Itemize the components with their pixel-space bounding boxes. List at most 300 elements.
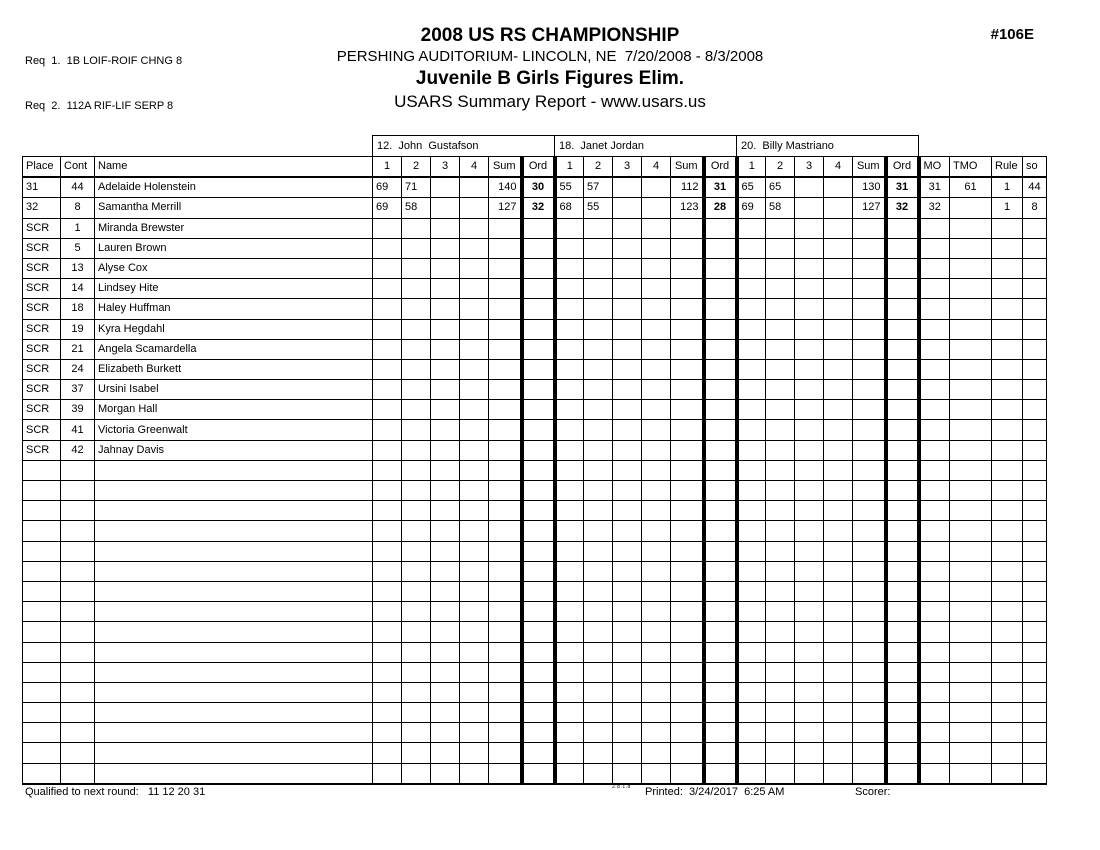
cell-sum (489, 581, 522, 601)
cell-sum (489, 723, 522, 743)
cell-score (460, 561, 489, 581)
cell-score (373, 723, 402, 743)
cell-score (555, 319, 584, 339)
cell-score (431, 319, 460, 339)
cell-score (584, 420, 613, 440)
cell-sum (853, 218, 886, 238)
cell-score (824, 682, 853, 702)
cell-name: Miranda Brewster (95, 218, 373, 238)
cell-score (642, 198, 671, 218)
header-score: 4 (460, 157, 489, 178)
cell-score (824, 258, 853, 278)
header-ord: Ord (886, 157, 919, 178)
cell-score (613, 400, 642, 420)
cell-ord (522, 622, 555, 642)
cell-cont (61, 723, 95, 743)
cell-score (584, 763, 613, 784)
cell-place: 32 (23, 198, 61, 218)
cell-tmo (950, 723, 992, 743)
cell-so (1023, 238, 1047, 258)
cell-score (766, 400, 795, 420)
cell-score (795, 581, 824, 601)
cell-mo (919, 662, 950, 682)
cell-score (642, 703, 671, 723)
cell-score (584, 703, 613, 723)
cell-score (431, 460, 460, 480)
cell-place: SCR (23, 299, 61, 319)
cell-score: 57 (584, 177, 613, 198)
cell-cont (61, 561, 95, 581)
cell-score (555, 279, 584, 299)
cell-score (766, 662, 795, 682)
cell-name (95, 703, 373, 723)
cell-score (737, 622, 766, 642)
cell-score (766, 682, 795, 702)
cell-score (584, 359, 613, 379)
cell-sum (853, 622, 886, 642)
cell-place: SCR (23, 359, 61, 379)
cell-score (737, 561, 766, 581)
cell-place (23, 561, 61, 581)
cell-score (642, 359, 671, 379)
cell-rule (992, 763, 1023, 784)
cell-score: 65 (766, 177, 795, 198)
cell-score (737, 481, 766, 501)
cell-ord (522, 380, 555, 400)
cell-score (766, 703, 795, 723)
cell-tmo (950, 642, 992, 662)
cell-score (402, 581, 431, 601)
cell-ord (886, 481, 919, 501)
cell-tmo (950, 481, 992, 501)
cell-sum (671, 561, 704, 581)
table-row (23, 339, 1047, 359)
cell-score (766, 561, 795, 581)
cell-rule (992, 299, 1023, 319)
cell-place: SCR (23, 420, 61, 440)
cell-score (737, 299, 766, 319)
cell-tmo (950, 198, 992, 218)
cell-sum (853, 481, 886, 501)
empty-row (23, 460, 1047, 480)
cell-score (766, 541, 795, 561)
cell-ord: 32 (522, 198, 555, 218)
cell-score (431, 218, 460, 238)
cell-sum (671, 218, 704, 238)
cell-score (555, 460, 584, 480)
cell-ord (522, 339, 555, 359)
cell-ord (704, 682, 737, 702)
cell-score (824, 602, 853, 622)
cell-sum (489, 380, 522, 400)
cell-score (460, 723, 489, 743)
cell-cont: 13 (61, 258, 95, 278)
cell-score (824, 501, 853, 521)
cell-sum (853, 703, 886, 723)
cell-cont (61, 743, 95, 763)
cell-ord (522, 359, 555, 379)
cell-score (737, 319, 766, 339)
cell-mo (919, 622, 950, 642)
cell-score (373, 682, 402, 702)
cell-cont: 42 (61, 440, 95, 460)
cell-sum (489, 238, 522, 258)
cell-score (824, 561, 853, 581)
cell-score (460, 682, 489, 702)
cell-sum (489, 218, 522, 238)
cell-score (460, 743, 489, 763)
cell-ord (886, 400, 919, 420)
cell-score (613, 521, 642, 541)
cell-score (555, 339, 584, 359)
cell-score (584, 602, 613, 622)
cell-score (373, 521, 402, 541)
cell-score (642, 380, 671, 400)
cell-score (460, 501, 489, 521)
cell-mo (919, 380, 950, 400)
empty-row (23, 743, 1047, 763)
cell-score (795, 682, 824, 702)
cell-score (431, 440, 460, 460)
header-score: 4 (824, 157, 853, 178)
cell-cont: 24 (61, 359, 95, 379)
cell-so (1023, 440, 1047, 460)
cell-score (795, 198, 824, 218)
cell-sum (489, 481, 522, 501)
cell-score (460, 218, 489, 238)
cell-so (1023, 359, 1047, 379)
req-line-2: Req 2. 112A RIF-LIF SERP 8 (25, 100, 174, 112)
cell-score (402, 440, 431, 460)
cell-ord (886, 662, 919, 682)
cell-score (555, 359, 584, 379)
cell-score (402, 743, 431, 763)
cell-score (795, 743, 824, 763)
cell-score (373, 258, 402, 278)
cell-name: Morgan Hall (95, 400, 373, 420)
cell-score (795, 319, 824, 339)
cell-score (766, 319, 795, 339)
cell-score (613, 763, 642, 784)
report-title: 2008 US RS CHAMPIONSHIP (420, 25, 680, 46)
judge-name-row (23, 136, 1047, 157)
cell-score (824, 581, 853, 601)
cell-score (431, 400, 460, 420)
cell-mo (919, 339, 950, 359)
cell-score (402, 642, 431, 662)
cell-place (23, 602, 61, 622)
cell-score (824, 460, 853, 480)
cell-name (95, 521, 373, 541)
cell-score: 58 (766, 198, 795, 218)
cell-score (824, 177, 853, 198)
table-row (23, 400, 1047, 420)
cell-ord (886, 682, 919, 702)
cell-name: Samantha Merrill (95, 198, 373, 218)
cell-score (373, 622, 402, 642)
header-score: 3 (613, 157, 642, 178)
scorer-label: Scorer: (855, 786, 891, 798)
cell-score (402, 622, 431, 642)
cell-score (460, 359, 489, 379)
cell-score (795, 440, 824, 460)
table-row (23, 359, 1047, 379)
cell-so (1023, 662, 1047, 682)
cell-place (23, 763, 61, 784)
cell-sum (671, 662, 704, 682)
cell-score (642, 177, 671, 198)
cell-place (23, 622, 61, 642)
cell-score (795, 763, 824, 784)
cell-tmo (950, 400, 992, 420)
cell-ord (522, 238, 555, 258)
cell-cont (61, 521, 95, 541)
cell-score (555, 218, 584, 238)
header-place: Place (23, 157, 61, 178)
cell-score (460, 420, 489, 440)
cell-sum (853, 662, 886, 682)
cell-score (402, 380, 431, 400)
cell-score (402, 460, 431, 480)
cell-score (373, 602, 402, 622)
cell-rule (992, 279, 1023, 299)
cell-rule (992, 723, 1023, 743)
cell-score (766, 581, 795, 601)
empty-row (23, 521, 1047, 541)
cell-score (402, 521, 431, 541)
cell-place: 31 (23, 177, 61, 198)
cell-sum (853, 521, 886, 541)
cell-score (795, 238, 824, 258)
cell-score (642, 662, 671, 682)
cell-name (95, 642, 373, 662)
cell-score (737, 238, 766, 258)
cell-ord (704, 662, 737, 682)
cell-score (373, 460, 402, 480)
cell-score (642, 682, 671, 702)
cell-score (460, 541, 489, 561)
cell-score (373, 743, 402, 763)
cell-score (737, 703, 766, 723)
cell-score (431, 682, 460, 702)
cell-score (613, 703, 642, 723)
cell-score (737, 581, 766, 601)
cell-score (642, 440, 671, 460)
cell-score (584, 743, 613, 763)
cell-score (584, 460, 613, 480)
cell-score (642, 541, 671, 561)
cell-score (402, 481, 431, 501)
cell-ord (522, 319, 555, 339)
empty-row (23, 622, 1047, 642)
cell-score (766, 723, 795, 743)
cell-score (795, 602, 824, 622)
results-table-body (23, 177, 1047, 784)
cell-score (431, 662, 460, 682)
table-row (23, 177, 1047, 198)
cell-tmo (950, 258, 992, 278)
cell-cont (61, 662, 95, 682)
cell-name (95, 763, 373, 784)
cell-rule (992, 359, 1023, 379)
cell-score (402, 319, 431, 339)
cell-score (642, 400, 671, 420)
cell-ord (522, 763, 555, 784)
cell-rule (992, 541, 1023, 561)
cell-score (613, 743, 642, 763)
cell-score (795, 279, 824, 299)
header-name: Name (95, 157, 373, 178)
cell-cont: 39 (61, 400, 95, 420)
cell-score (795, 359, 824, 379)
cell-cont: 8 (61, 198, 95, 218)
cell-score (737, 743, 766, 763)
cell-score (555, 238, 584, 258)
cell-score (555, 400, 584, 420)
cell-name: Jahnay Davis (95, 440, 373, 460)
cell-score (402, 501, 431, 521)
cell-mo (919, 682, 950, 702)
cell-score (824, 743, 853, 763)
cell-score: 65 (737, 177, 766, 198)
cell-rule (992, 561, 1023, 581)
cell-score (795, 703, 824, 723)
column-header-row (23, 157, 1047, 178)
version-text: 2.8.1.8 (612, 784, 631, 790)
cell-score (431, 279, 460, 299)
cell-tmo (950, 420, 992, 440)
cell-sum (489, 501, 522, 521)
cell-score (766, 380, 795, 400)
cell-score (584, 380, 613, 400)
cell-score (373, 541, 402, 561)
cell-score (766, 622, 795, 642)
cell-sum (853, 420, 886, 440)
cell-name: Kyra Hegdahl (95, 319, 373, 339)
report-footer (0, 784, 1100, 804)
cell-score (460, 319, 489, 339)
cell-score (766, 460, 795, 480)
header-mo: MO (919, 157, 950, 178)
cell-score (795, 541, 824, 561)
cell-score (766, 218, 795, 238)
cell-score (642, 460, 671, 480)
cell-sum (671, 703, 704, 723)
cell-score (737, 501, 766, 521)
cell-score (737, 440, 766, 460)
cell-so (1023, 400, 1047, 420)
cell-sum (671, 420, 704, 440)
cell-ord (704, 561, 737, 581)
cell-ord (704, 501, 737, 521)
cell-score (402, 763, 431, 784)
cell-score (824, 400, 853, 420)
cell-sum (671, 380, 704, 400)
cell-score (824, 541, 853, 561)
cell-score (795, 723, 824, 743)
cell-sum (671, 642, 704, 662)
cell-so (1023, 602, 1047, 622)
cell-score (584, 440, 613, 460)
cell-score (584, 299, 613, 319)
cell-score (555, 440, 584, 460)
cell-score (431, 380, 460, 400)
cell-score (795, 380, 824, 400)
cell-so (1023, 763, 1047, 784)
cell-sum (671, 339, 704, 359)
cell-ord (886, 622, 919, 642)
cell-score (824, 339, 853, 359)
table-row (23, 319, 1047, 339)
cell-mo (919, 703, 950, 723)
cell-score (613, 723, 642, 743)
cell-ord (522, 561, 555, 581)
cell-score (431, 581, 460, 601)
empty-row (23, 703, 1047, 723)
cell-sum (489, 319, 522, 339)
cell-score (584, 279, 613, 299)
cell-ord (704, 279, 737, 299)
cell-tmo (950, 339, 992, 359)
cell-ord (704, 258, 737, 278)
cell-ord (522, 218, 555, 238)
cell-place (23, 642, 61, 662)
cell-score (737, 218, 766, 238)
cell-score (642, 339, 671, 359)
cell-rule (992, 339, 1023, 359)
cell-score (737, 682, 766, 702)
cell-ord (886, 703, 919, 723)
cell-score (642, 319, 671, 339)
cell-score: 71 (402, 177, 431, 198)
cell-score (824, 380, 853, 400)
cell-score (795, 218, 824, 238)
cell-sum (853, 279, 886, 299)
cell-ord (522, 682, 555, 702)
event-number: #106E (990, 26, 1034, 43)
cell-score (766, 642, 795, 662)
cell-score (613, 218, 642, 238)
empty-row (23, 481, 1047, 501)
cell-score (737, 662, 766, 682)
cell-score (555, 258, 584, 278)
cell-score (642, 521, 671, 541)
cell-score (460, 400, 489, 420)
cell-score (584, 400, 613, 420)
cell-place: SCR (23, 319, 61, 339)
cell-score (431, 177, 460, 198)
cell-score (642, 238, 671, 258)
cell-cont (61, 581, 95, 601)
cell-score (613, 561, 642, 581)
header-so: so (1023, 157, 1047, 178)
cell-score (373, 561, 402, 581)
cell-score (460, 481, 489, 501)
cell-ord (522, 521, 555, 541)
cell-mo (919, 642, 950, 662)
cell-score (613, 501, 642, 521)
cell-score: 68 (555, 198, 584, 218)
req-line-1: Req 1. 1B LOIF-ROIF CHNG 8 (25, 55, 183, 67)
cell-score (402, 703, 431, 723)
cell-score (460, 279, 489, 299)
cell-ord (704, 521, 737, 541)
cell-sum (853, 541, 886, 561)
cell-sum (489, 763, 522, 784)
cell-score (460, 198, 489, 218)
cell-so (1023, 622, 1047, 642)
cell-score (766, 743, 795, 763)
